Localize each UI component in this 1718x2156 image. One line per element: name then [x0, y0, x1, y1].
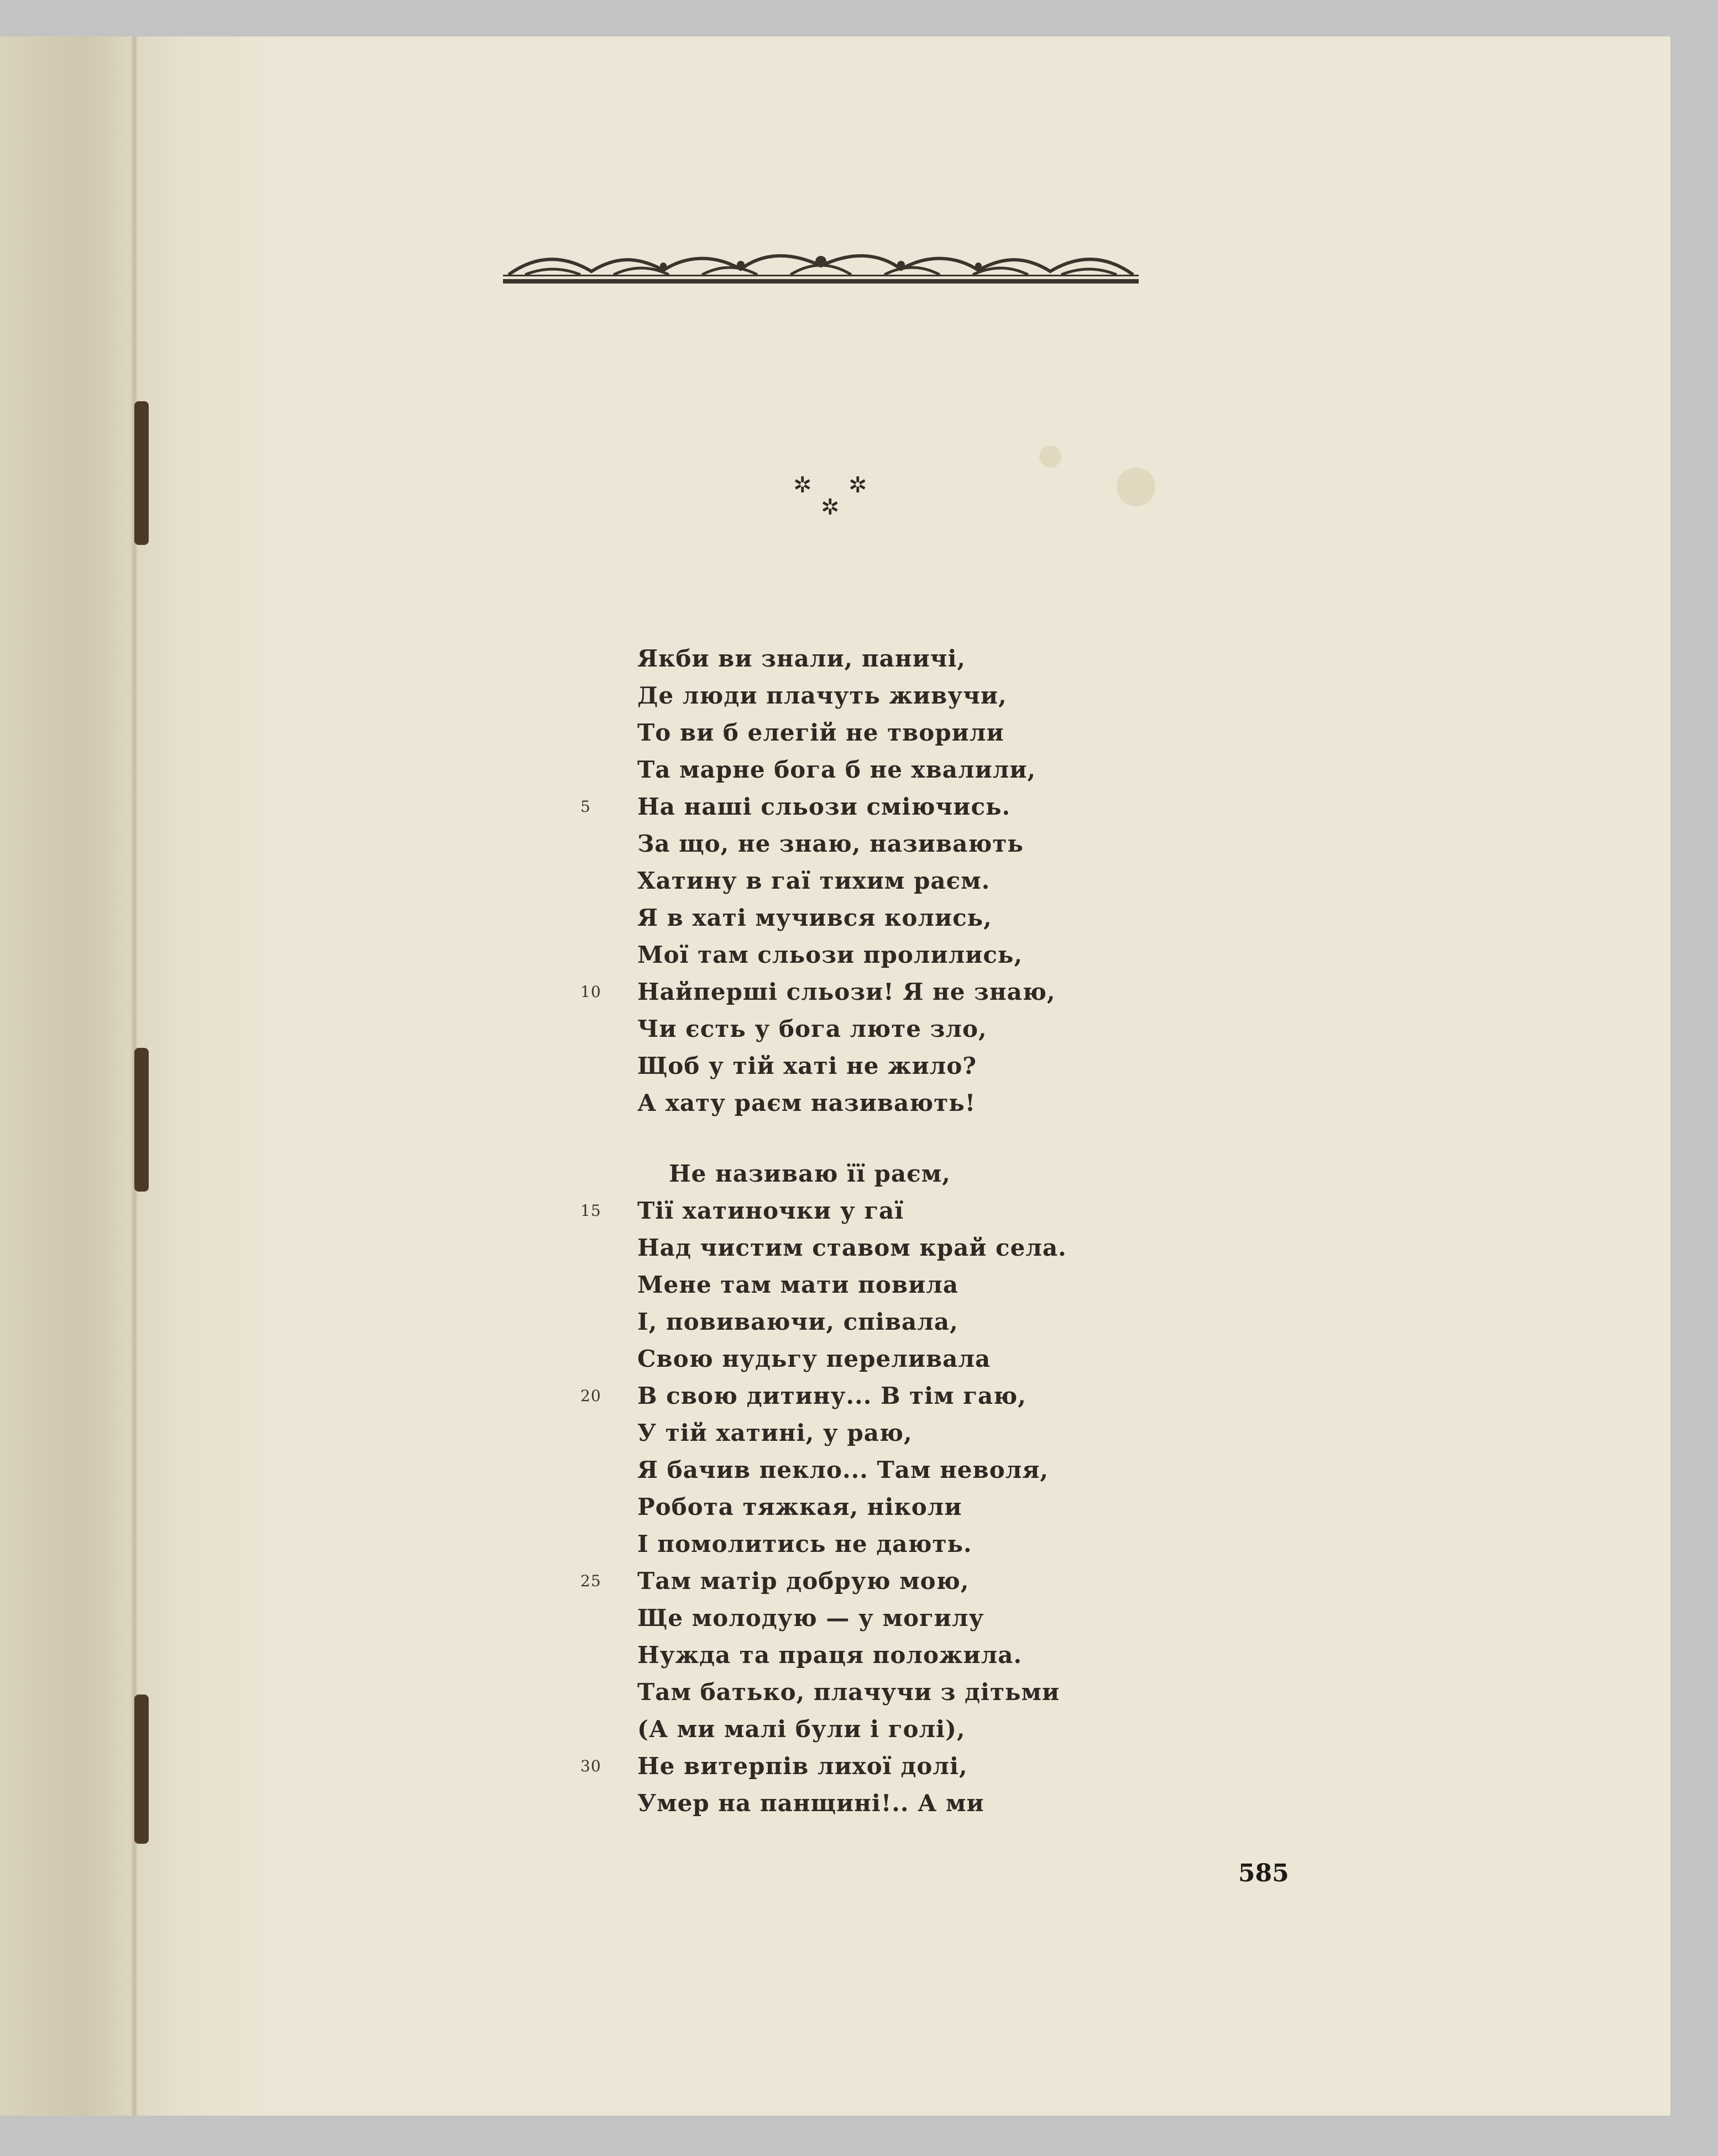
line-number: 25: [580, 1572, 601, 1590]
line-text: Ще молодую — у могилу: [637, 1604, 984, 1632]
poem-line: [580, 1599, 1133, 1636]
poem-line: [580, 1636, 1133, 1674]
line-text: Найперші сльози! Я не знаю,: [637, 978, 1056, 1005]
poem-line: [580, 862, 1133, 899]
poem-line: [580, 788, 1133, 825]
poem-line: [580, 1340, 1133, 1377]
poem-line: [580, 899, 1133, 936]
poem-line: [580, 640, 1133, 677]
line-text: Я в хаті мучився колись,: [637, 904, 992, 931]
line-text: В свою дитину... В тім гаю,: [637, 1382, 1026, 1409]
poem-line: [580, 1047, 1133, 1084]
poem-line: [580, 1229, 1133, 1266]
poem-line: [580, 1414, 1133, 1451]
line-text: (А ми малі були і голі),: [637, 1716, 966, 1743]
line-text: Не називаю її раєм,: [669, 1160, 951, 1187]
line-text: Тії хатиночки у гаї: [637, 1197, 904, 1224]
line-text: У тій хатині, у раю,: [637, 1419, 913, 1446]
binding-stitch-middle: [134, 1048, 149, 1192]
line-text: Де люди плачуть живучи,: [637, 682, 1007, 709]
poem-line: [580, 1084, 1133, 1121]
poem-line: [580, 1748, 1133, 1785]
line-text: Нужда та праця положила.: [637, 1641, 1023, 1669]
poem-line: [580, 1562, 1133, 1599]
line-text: Та марне бога б не хвалили,: [637, 756, 1036, 783]
line-text: Там батько, плачучи з дітьми: [637, 1678, 1060, 1706]
line-text: За що, не знаю, називають: [637, 830, 1024, 857]
poem-line: [580, 973, 1133, 1010]
poem-line: [580, 936, 1133, 973]
asterism-section-divider: [763, 462, 895, 539]
line-text: Робота тяжкая, ніколи: [637, 1493, 962, 1520]
stanza-1: [580, 640, 1133, 1121]
line-number: 30: [580, 1757, 601, 1775]
line-text: Щоб у тій хаті не жило?: [637, 1052, 977, 1079]
svg-text:✲: ✲: [793, 473, 812, 498]
line-text: Там матір добрую мою,: [637, 1567, 970, 1594]
line-text: Чи єсть у бога люте зло,: [637, 1015, 987, 1042]
line-text: Якби ви знали, паничі,: [637, 645, 966, 672]
line-text: Не витерпів лихої долі,: [637, 1753, 968, 1780]
poem-line: [580, 714, 1133, 751]
poem-line: [580, 1155, 1133, 1192]
stanza-break: [580, 1121, 1133, 1155]
line-text: Над чистим ставом край села.: [637, 1234, 1067, 1261]
line-text: Свою нудьгу переливала: [637, 1345, 991, 1372]
stanza-2: [580, 1155, 1133, 1822]
poem-line: [580, 1488, 1133, 1525]
line-number: 15: [580, 1202, 601, 1220]
svg-text:✲: ✲: [848, 473, 867, 498]
poem-line: [580, 1377, 1133, 1414]
line-number: 10: [580, 983, 601, 1001]
book-page: [0, 36, 1670, 2116]
binding-stitch-bottom: [134, 1695, 149, 1844]
poem-line: [580, 751, 1133, 788]
line-text: Мої там сльози пролились,: [637, 941, 1023, 968]
paper-stain: [1039, 445, 1061, 468]
poem-line: [580, 1525, 1133, 1562]
poem-line: [580, 1674, 1133, 1711]
line-text: І, повиваючи, співала,: [637, 1308, 958, 1335]
line-text: А хату раєм називають!: [637, 1089, 976, 1116]
line-text: І помолитись не дають.: [637, 1530, 972, 1557]
line-number: 20: [580, 1387, 601, 1405]
poem-line: [580, 1303, 1133, 1340]
poem-line: [580, 1010, 1133, 1047]
svg-text:✲: ✲: [821, 495, 840, 520]
line-text: На наші сльози сміючись.: [637, 793, 1011, 820]
paper-stain: [1117, 468, 1155, 506]
poem-line: [580, 1192, 1133, 1229]
poem-line: [580, 1451, 1133, 1488]
line-text: Я бачив пекло... Там неволя,: [637, 1456, 1049, 1483]
binding-stitch-top: [134, 401, 149, 545]
poem-text: [580, 640, 1133, 1822]
line-text: Хатину в гаї тихим раєм.: [637, 867, 991, 894]
decorative-headpiece-ornament: [503, 249, 1139, 293]
line-number: 5: [580, 798, 591, 816]
poem-line: [580, 1785, 1133, 1822]
poem-line: [580, 677, 1133, 714]
line-text: Умер на панщині!.. А ми: [637, 1790, 984, 1817]
poem-line: [580, 825, 1133, 862]
page-number: 585: [1238, 1859, 1289, 1887]
line-text: Мене там мати повила: [637, 1271, 959, 1298]
poem-line: [580, 1711, 1133, 1748]
line-text: То ви б елегій не творили: [637, 719, 1004, 746]
poem-line: [580, 1266, 1133, 1303]
